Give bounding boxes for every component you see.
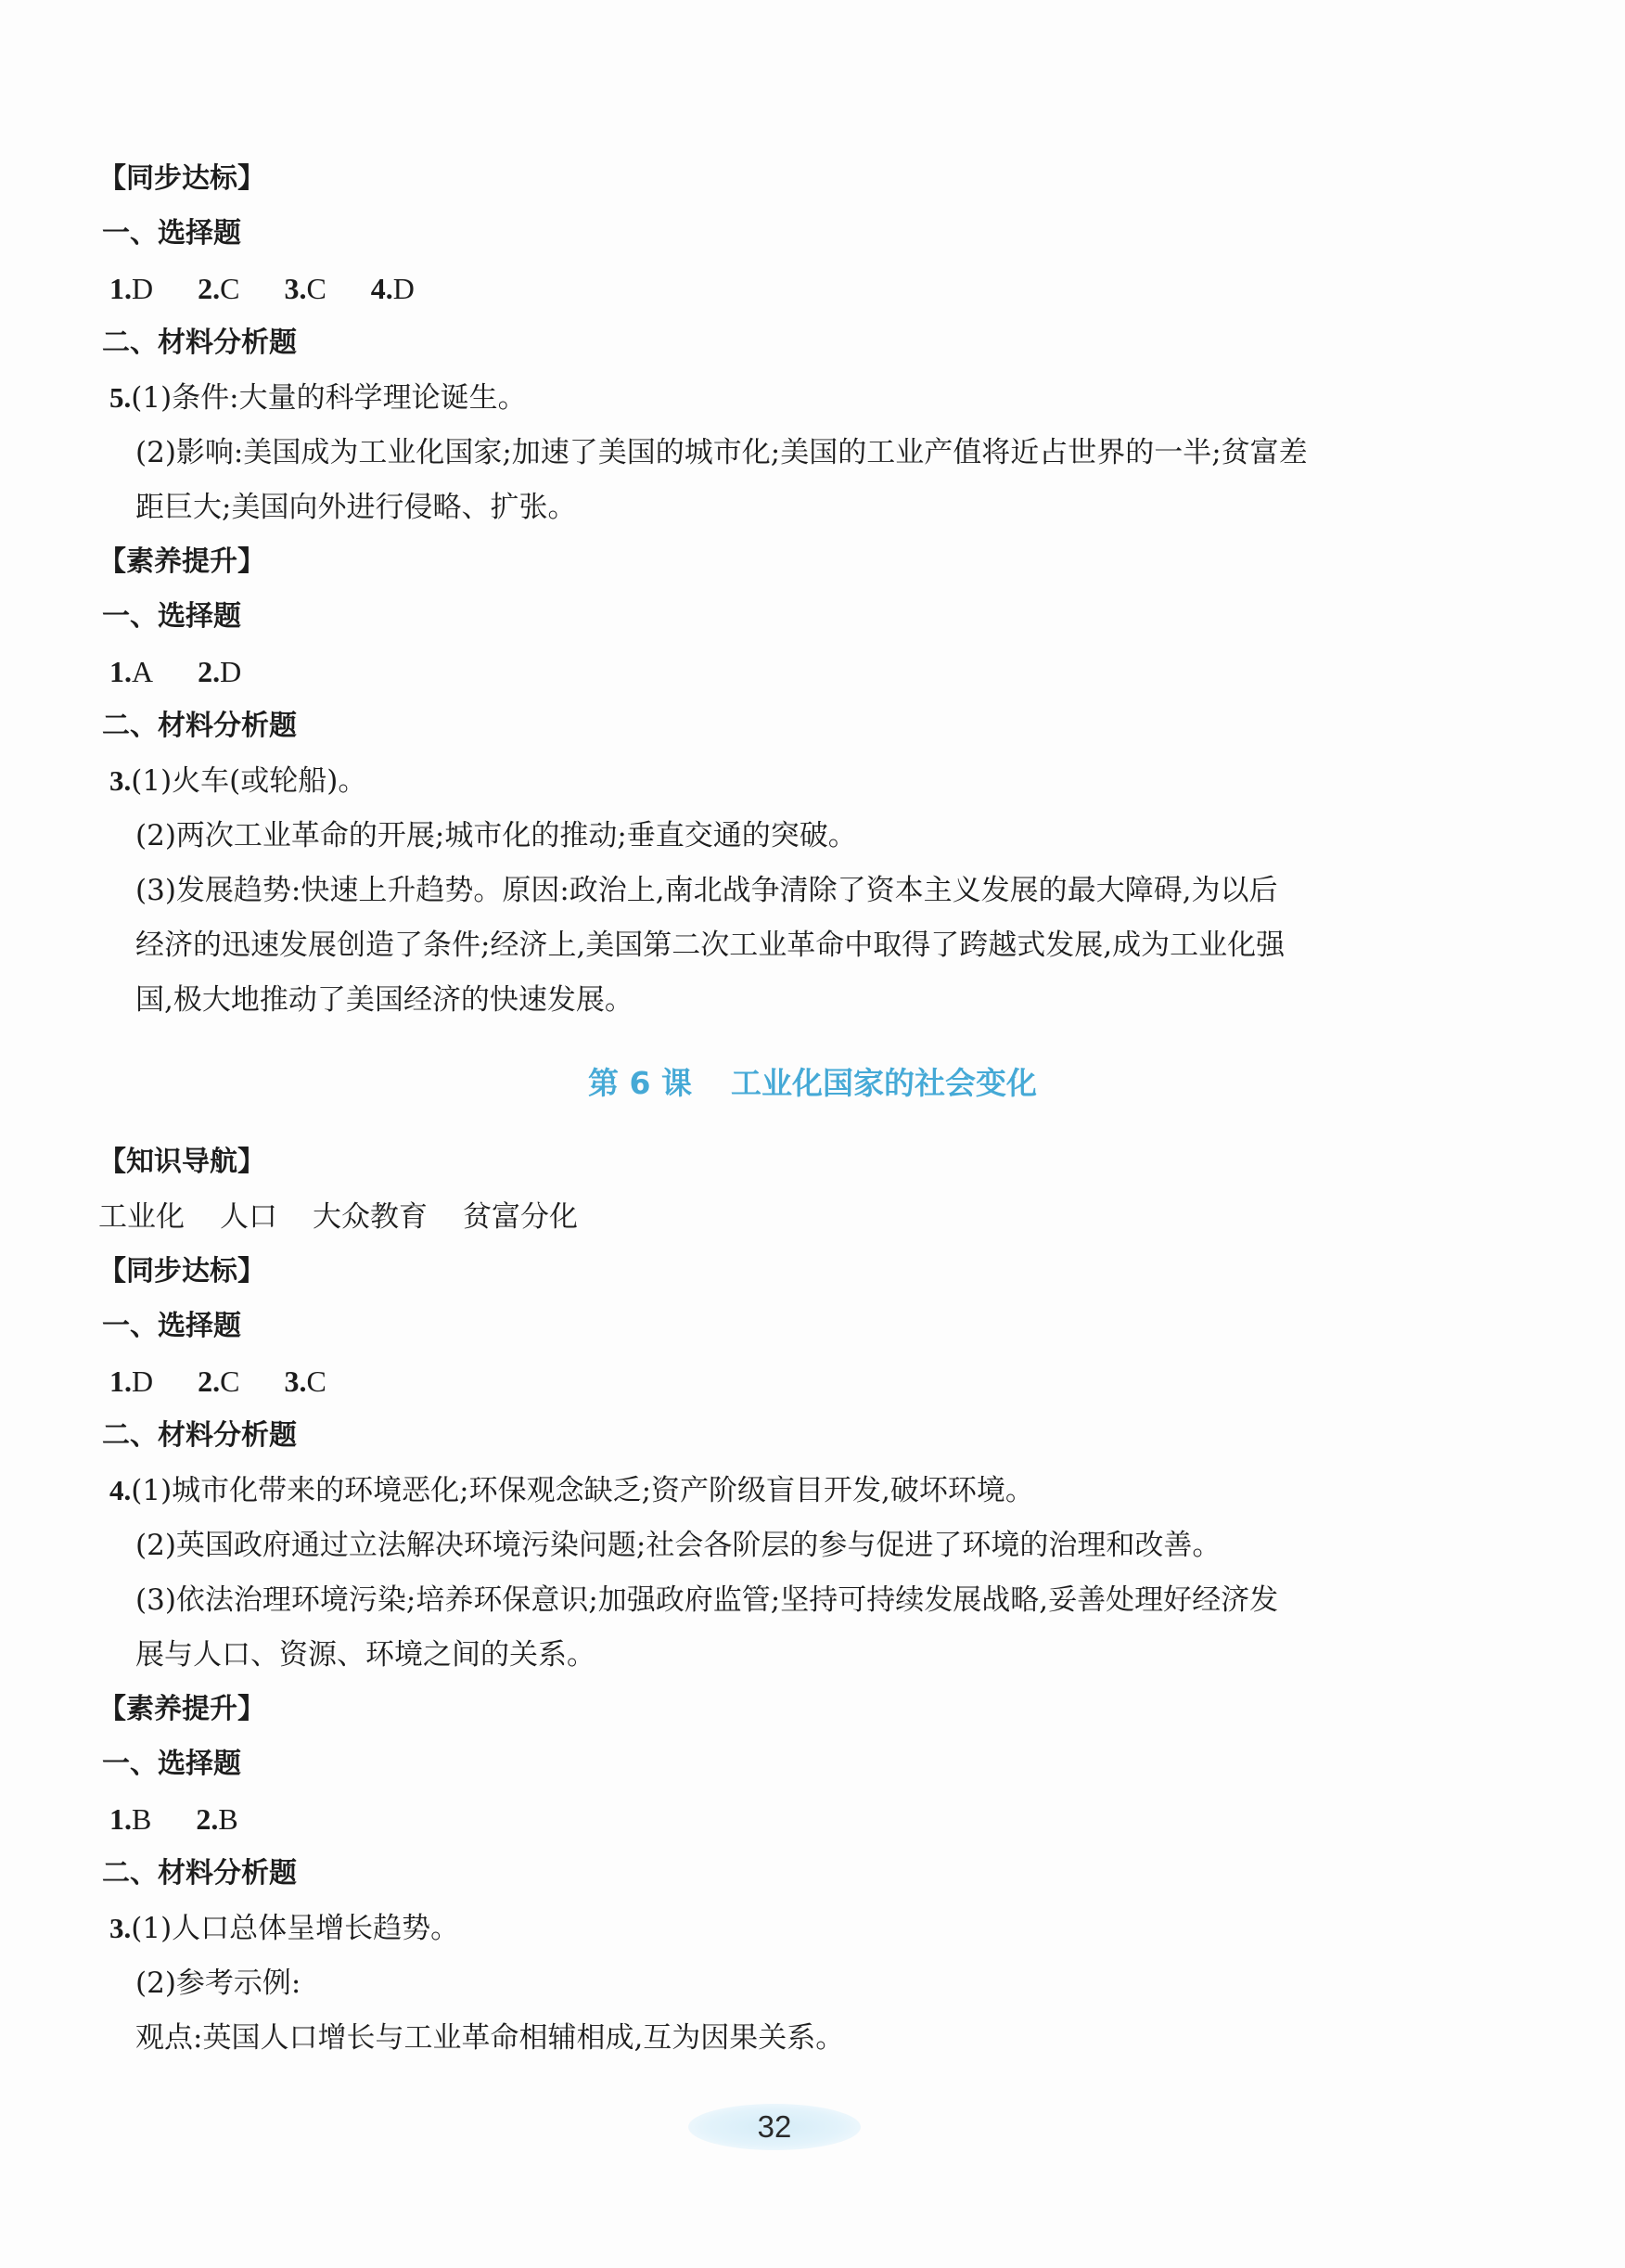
keyword: 大众教育 (313, 1200, 428, 1234)
answer-line: 3.(1)人口总体呈增长趋势。 (109, 1912, 460, 1945)
answer-line: (2)两次工业革命的开展;城市化的推动;垂直交通的突破。 (135, 819, 857, 852)
heading-material-analysis: 二、材料分析题 (102, 1857, 297, 1890)
lesson-number: 第 6 课 (588, 1065, 692, 1101)
mc-answer: 2.D (198, 655, 242, 688)
mc-answers (109, 653, 278, 690)
heading-material-analysis: 二、材料分析题 (102, 327, 297, 359)
answer-line: 观点:英国人口增长与工业革命相辅相成,互为因果关系。 (135, 2021, 845, 2055)
mc-answers (109, 270, 452, 307)
answer-line: (2)影响:美国成为工业化国家;加速了美国的城市化;美国的工业产值将近占世界的一半;贫富差 (135, 436, 1308, 469)
page-number-badge (688, 2104, 861, 2150)
mc-answer: 2.C (198, 1365, 240, 1398)
mc-answer: 1.D (109, 1365, 154, 1398)
answer-line: (2)英国政府通过立法解决环境污染问题;社会各阶层的参与促进了环境的治理和改善。 (135, 1529, 1222, 1562)
section-label-sync: 【同步达标】 (98, 1255, 265, 1288)
keyword: 工业化 (98, 1200, 185, 1234)
heading-multiple-choice: 一、选择题 (102, 217, 241, 250)
keyword: 贫富分化 (463, 1200, 578, 1234)
mc-answer: 1.A (109, 655, 154, 688)
lesson-name: 工业化国家的社会变化 (730, 1065, 1037, 1101)
answer-line: 国,极大地推动了美国经济的快速发展。 (135, 983, 633, 1017)
mc-answer: 2.B (196, 1802, 238, 1836)
mc-answer: 3.C (284, 1365, 326, 1398)
section-label-literacy: 【素养提升】 (98, 545, 265, 578)
keyword-list (98, 1198, 613, 1236)
answer-line: (3)发展趋势:快速上升趋势。原因:政治上,南北战争清除了资本主义发展的最大障碍,为以后 (135, 874, 1278, 907)
answer-line: 4.(1)城市化带来的环境恶化;环保观念缺乏;资产阶级盲目开发,破坏环境。 (109, 1474, 1034, 1507)
answer-line: 经济的迅速发展创造了条件;经济上,美国第二次工业革命中取得了跨越式发展,成为工业化强 (135, 929, 1286, 962)
heading-material-analysis: 二、材料分析题 (102, 710, 297, 742)
section-label-literacy: 【素养提升】 (98, 1693, 265, 1725)
answer-line: 展与人口、资源、环境之间的关系。 (135, 1638, 595, 1672)
mc-answer: 1.D (109, 272, 154, 305)
page-number: 32 (757, 2109, 792, 2144)
keyword: 人口 (220, 1200, 277, 1234)
section-label-sync: 【同步达标】 (98, 162, 265, 195)
mc-answers (109, 1800, 275, 1838)
mc-answer: 2.C (198, 272, 240, 305)
answer-line: 5.(1)条件:大量的科学理论诞生。 (109, 381, 527, 415)
lesson-title (0, 1063, 1625, 1104)
heading-multiple-choice: 一、选择题 (102, 1748, 241, 1780)
answer-line: 距巨大;美国向外进行侵略、扩张。 (135, 491, 577, 524)
answer-line: 3.(1)火车(或轮船)。 (109, 764, 367, 798)
answer-line: (3)依法治理环境污染;培养环保意识;加强政府监管;坚持可持续发展战略,妥善处理好经济发 (135, 1583, 1279, 1617)
mc-answers (109, 1363, 364, 1400)
mc-answer: 4.D (370, 272, 415, 305)
section-label-knowledge: 【知识导航】 (98, 1146, 265, 1178)
heading-multiple-choice: 一、选择题 (102, 600, 241, 633)
mc-answer: 3.C (284, 272, 326, 305)
mc-answer: 1.B (109, 1802, 152, 1836)
heading-multiple-choice: 一、选择题 (102, 1310, 241, 1342)
answer-line: (2)参考示例: (135, 1967, 301, 2000)
heading-material-analysis: 二、材料分析题 (102, 1419, 297, 1452)
